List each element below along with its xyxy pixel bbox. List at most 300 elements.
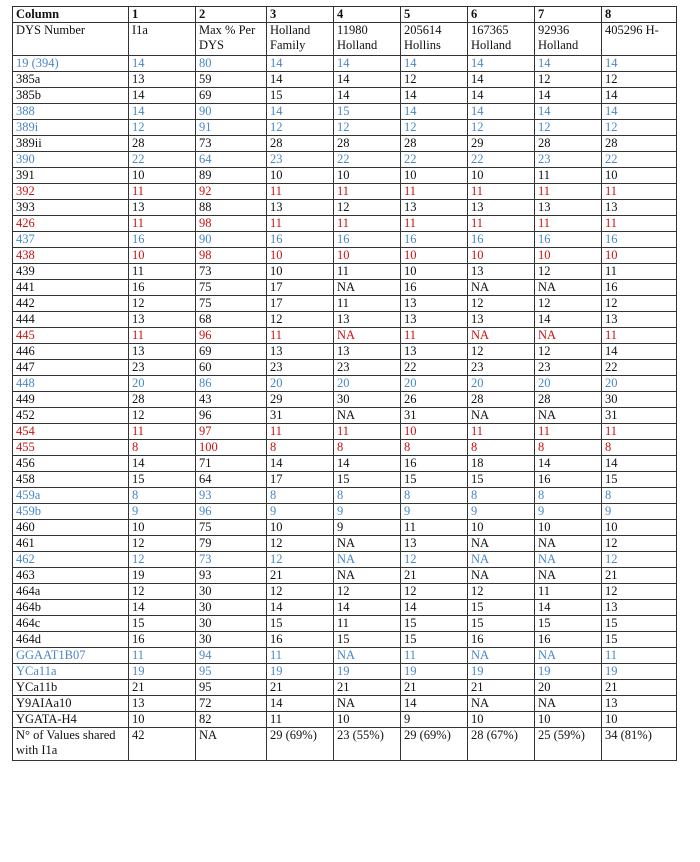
column-name-cell: I1a bbox=[129, 23, 196, 56]
value-cell: 13 bbox=[468, 312, 535, 328]
value-cell: 8 bbox=[468, 488, 535, 504]
dys-marker-cell: 459a bbox=[13, 488, 129, 504]
value-cell: 8 bbox=[334, 440, 401, 456]
value-cell: 11 bbox=[468, 424, 535, 440]
column-name-cell: 167365 Holland bbox=[468, 23, 535, 56]
dys-marker-cell: 452 bbox=[13, 408, 129, 424]
value-cell: 13 bbox=[129, 312, 196, 328]
value-cell: 12 bbox=[468, 584, 535, 600]
value-cell: 17 bbox=[267, 296, 334, 312]
value-cell: 59 bbox=[196, 72, 267, 88]
table-row bbox=[13, 408, 677, 424]
value-cell: 8 bbox=[129, 488, 196, 504]
value-cell: 14 bbox=[334, 88, 401, 104]
value-cell: 12 bbox=[401, 120, 468, 136]
value-cell: NA bbox=[468, 568, 535, 584]
column-number-cell: Column bbox=[13, 7, 129, 23]
value-cell: NA bbox=[334, 568, 401, 584]
value-cell: 15 bbox=[267, 88, 334, 104]
dys-marker-cell: Y9AIAa10 bbox=[13, 696, 129, 712]
value-cell: 8 bbox=[468, 440, 535, 456]
table-row bbox=[13, 568, 677, 584]
value-cell: 28 bbox=[468, 392, 535, 408]
value-cell: 98 bbox=[196, 216, 267, 232]
table-row bbox=[13, 392, 677, 408]
table-row bbox=[13, 600, 677, 616]
value-cell: 11 bbox=[401, 184, 468, 200]
value-cell: 21 bbox=[267, 568, 334, 584]
value-cell: NA bbox=[334, 536, 401, 552]
value-cell: 16 bbox=[401, 456, 468, 472]
value-cell: 13 bbox=[401, 296, 468, 312]
value-cell: 13 bbox=[401, 536, 468, 552]
value-cell: 14 bbox=[267, 456, 334, 472]
value-cell: 15 bbox=[468, 600, 535, 616]
value-cell: 13 bbox=[401, 344, 468, 360]
value-cell: 14 bbox=[334, 456, 401, 472]
value-cell: 12 bbox=[129, 120, 196, 136]
table-row bbox=[13, 184, 677, 200]
value-cell: 10 bbox=[535, 520, 602, 536]
dys-marker-cell: 464b bbox=[13, 600, 129, 616]
value-cell: 22 bbox=[129, 152, 196, 168]
value-cell: 14 bbox=[602, 104, 677, 120]
value-cell: 28 bbox=[267, 136, 334, 152]
value-cell: 19 bbox=[129, 664, 196, 680]
value-cell: 71 bbox=[196, 456, 267, 472]
value-cell: 16 bbox=[468, 632, 535, 648]
value-cell: 8 bbox=[602, 488, 677, 504]
shared-values-cell: 34 (81%) bbox=[602, 728, 677, 761]
value-cell: 16 bbox=[334, 232, 401, 248]
shared-values-cell: NA bbox=[196, 728, 267, 761]
value-cell: 11 bbox=[334, 216, 401, 232]
value-cell: 73 bbox=[196, 136, 267, 152]
value-cell: 28 bbox=[535, 392, 602, 408]
value-cell: 10 bbox=[468, 248, 535, 264]
table-row bbox=[13, 456, 677, 472]
value-cell: 20 bbox=[468, 376, 535, 392]
value-cell: 15 bbox=[468, 472, 535, 488]
value-cell: 12 bbox=[129, 296, 196, 312]
value-cell: 12 bbox=[535, 344, 602, 360]
dys-marker-cell: 444 bbox=[13, 312, 129, 328]
table-row bbox=[13, 344, 677, 360]
value-cell: 17 bbox=[267, 472, 334, 488]
value-cell: 21 bbox=[334, 680, 401, 696]
value-cell: 14 bbox=[129, 456, 196, 472]
column-name-cell: DYS Number bbox=[13, 23, 129, 56]
value-cell: 11 bbox=[267, 712, 334, 728]
value-cell: 11 bbox=[334, 616, 401, 632]
shared-values-cell: 28 (67%) bbox=[468, 728, 535, 761]
dys-marker-cell: 464d bbox=[13, 632, 129, 648]
value-cell: 15 bbox=[602, 472, 677, 488]
value-cell: 16 bbox=[267, 632, 334, 648]
value-cell: 11 bbox=[401, 520, 468, 536]
value-cell: 11 bbox=[602, 184, 677, 200]
value-cell: 10 bbox=[129, 248, 196, 264]
value-cell: 10 bbox=[334, 712, 401, 728]
value-cell: 16 bbox=[535, 632, 602, 648]
value-cell: 11 bbox=[401, 216, 468, 232]
value-cell: 10 bbox=[602, 520, 677, 536]
dys-marker-cell: 461 bbox=[13, 536, 129, 552]
table-row bbox=[13, 472, 677, 488]
value-cell: 95 bbox=[196, 680, 267, 696]
value-cell: 8 bbox=[267, 488, 334, 504]
value-cell: 10 bbox=[334, 168, 401, 184]
value-cell: 10 bbox=[267, 264, 334, 280]
value-cell: 21 bbox=[602, 568, 677, 584]
value-cell: 14 bbox=[267, 72, 334, 88]
value-cell: 91 bbox=[196, 120, 267, 136]
value-cell: 10 bbox=[401, 264, 468, 280]
value-cell: 22 bbox=[401, 152, 468, 168]
dys-marker-cell: 389ii bbox=[13, 136, 129, 152]
dys-marker-cell: 442 bbox=[13, 296, 129, 312]
value-cell: 9 bbox=[401, 712, 468, 728]
table-row bbox=[13, 584, 677, 600]
value-cell: 14 bbox=[468, 104, 535, 120]
value-cell: 13 bbox=[535, 200, 602, 216]
value-cell: 8 bbox=[334, 488, 401, 504]
value-cell: 12 bbox=[129, 584, 196, 600]
shared-values-cell: 29 (69%) bbox=[401, 728, 468, 761]
value-cell: 30 bbox=[196, 584, 267, 600]
table-row bbox=[13, 152, 677, 168]
value-cell: 14 bbox=[334, 56, 401, 72]
value-cell: 11 bbox=[129, 264, 196, 280]
value-cell: 9 bbox=[334, 520, 401, 536]
value-cell: 30 bbox=[196, 616, 267, 632]
value-cell: 12 bbox=[267, 536, 334, 552]
value-cell: 10 bbox=[468, 520, 535, 536]
value-cell: 13 bbox=[129, 200, 196, 216]
value-cell: 12 bbox=[267, 584, 334, 600]
value-cell: 14 bbox=[602, 56, 677, 72]
value-cell: 10 bbox=[129, 520, 196, 536]
table-row bbox=[13, 136, 677, 152]
value-cell: 14 bbox=[129, 88, 196, 104]
value-cell: 12 bbox=[267, 312, 334, 328]
value-cell: NA bbox=[468, 408, 535, 424]
value-cell: 13 bbox=[267, 344, 334, 360]
value-cell: 12 bbox=[129, 408, 196, 424]
dys-marker-cell: 454 bbox=[13, 424, 129, 440]
value-cell: 11 bbox=[602, 264, 677, 280]
value-cell: 31 bbox=[602, 408, 677, 424]
value-cell: 8 bbox=[129, 440, 196, 456]
value-cell: 23 bbox=[267, 152, 334, 168]
dys-marker-cell: 19 (394) bbox=[13, 56, 129, 72]
value-cell: 11 bbox=[468, 216, 535, 232]
value-cell: 11 bbox=[535, 168, 602, 184]
value-cell: 30 bbox=[334, 392, 401, 408]
value-cell: 11 bbox=[602, 424, 677, 440]
dys-marker-cell: 437 bbox=[13, 232, 129, 248]
value-cell: 13 bbox=[468, 200, 535, 216]
table-row bbox=[13, 232, 677, 248]
value-cell: NA bbox=[334, 696, 401, 712]
dys-marker-cell: 441 bbox=[13, 280, 129, 296]
value-cell: 31 bbox=[267, 408, 334, 424]
value-cell: 15 bbox=[334, 632, 401, 648]
table-row bbox=[13, 440, 677, 456]
value-cell: 15 bbox=[267, 616, 334, 632]
value-cell: NA bbox=[535, 568, 602, 584]
dys-marker-cell: 463 bbox=[13, 568, 129, 584]
value-cell: 10 bbox=[535, 248, 602, 264]
column-number-cell: 4 bbox=[334, 7, 401, 23]
value-cell: 16 bbox=[401, 280, 468, 296]
value-cell: 98 bbox=[196, 248, 267, 264]
value-cell: 22 bbox=[334, 152, 401, 168]
value-cell: 13 bbox=[468, 264, 535, 280]
value-cell: 29 bbox=[267, 392, 334, 408]
value-cell: 13 bbox=[602, 600, 677, 616]
dys-marker-cell: 456 bbox=[13, 456, 129, 472]
value-cell: 82 bbox=[196, 712, 267, 728]
value-cell: 15 bbox=[401, 632, 468, 648]
value-cell: 11 bbox=[468, 184, 535, 200]
dys-marker-cell: 455 bbox=[13, 440, 129, 456]
value-cell: 90 bbox=[196, 104, 267, 120]
value-cell: 16 bbox=[602, 232, 677, 248]
shared-values-cell: 25 (59%) bbox=[535, 728, 602, 761]
value-cell: 20 bbox=[602, 376, 677, 392]
value-cell: NA bbox=[334, 552, 401, 568]
value-cell: 28 bbox=[602, 136, 677, 152]
value-cell: 11 bbox=[129, 648, 196, 664]
value-cell: 15 bbox=[401, 472, 468, 488]
value-cell: 12 bbox=[602, 552, 677, 568]
value-cell: 12 bbox=[401, 552, 468, 568]
value-cell: 10 bbox=[535, 712, 602, 728]
value-cell: 12 bbox=[334, 584, 401, 600]
value-cell: 8 bbox=[602, 440, 677, 456]
column-number-cell: 2 bbox=[196, 7, 267, 23]
value-cell: 12 bbox=[602, 536, 677, 552]
value-cell: 21 bbox=[267, 680, 334, 696]
value-cell: 13 bbox=[401, 312, 468, 328]
value-cell: 14 bbox=[401, 696, 468, 712]
value-cell: 22 bbox=[401, 360, 468, 376]
value-cell: 96 bbox=[196, 328, 267, 344]
value-cell: 12 bbox=[468, 344, 535, 360]
dys-marker-cell: 439 bbox=[13, 264, 129, 280]
value-cell: 12 bbox=[401, 72, 468, 88]
value-cell: 28 bbox=[535, 136, 602, 152]
value-cell: 19 bbox=[401, 664, 468, 680]
value-cell: 12 bbox=[401, 584, 468, 600]
value-cell: 11 bbox=[334, 264, 401, 280]
value-cell: 13 bbox=[334, 312, 401, 328]
dys-marker-cell: 462 bbox=[13, 552, 129, 568]
value-cell: 31 bbox=[401, 408, 468, 424]
value-cell: 14 bbox=[401, 600, 468, 616]
table-row bbox=[13, 280, 677, 296]
column-name-cell: 405296 H- bbox=[602, 23, 677, 56]
value-cell: 73 bbox=[196, 264, 267, 280]
shared-values-cell: 23 (55%) bbox=[334, 728, 401, 761]
dys-marker-cell: 448 bbox=[13, 376, 129, 392]
value-cell: 11 bbox=[267, 648, 334, 664]
value-cell: NA bbox=[334, 648, 401, 664]
value-cell: 13 bbox=[334, 344, 401, 360]
value-cell: 80 bbox=[196, 56, 267, 72]
value-cell: 11 bbox=[334, 184, 401, 200]
value-cell: 15 bbox=[401, 616, 468, 632]
value-cell: 10 bbox=[602, 712, 677, 728]
value-cell: NA bbox=[535, 328, 602, 344]
table-row bbox=[13, 312, 677, 328]
value-cell: NA bbox=[468, 648, 535, 664]
value-cell: 14 bbox=[334, 600, 401, 616]
dys-marker-cell: 447 bbox=[13, 360, 129, 376]
dys-marker-cell: 458 bbox=[13, 472, 129, 488]
value-cell: 11 bbox=[602, 328, 677, 344]
value-cell: 11 bbox=[267, 424, 334, 440]
value-cell: 14 bbox=[602, 344, 677, 360]
value-cell: 10 bbox=[334, 248, 401, 264]
value-cell: 29 bbox=[468, 136, 535, 152]
value-cell: 14 bbox=[535, 312, 602, 328]
value-cell: 21 bbox=[401, 568, 468, 584]
value-cell: 8 bbox=[401, 488, 468, 504]
value-cell: 60 bbox=[196, 360, 267, 376]
table-row bbox=[13, 504, 677, 520]
value-cell: 69 bbox=[196, 88, 267, 104]
value-cell: 21 bbox=[129, 680, 196, 696]
dys-marker-cell: 464a bbox=[13, 584, 129, 600]
dys-marker-cell: 449 bbox=[13, 392, 129, 408]
value-cell: 9 bbox=[468, 504, 535, 520]
value-cell: 14 bbox=[602, 88, 677, 104]
value-cell: 10 bbox=[602, 168, 677, 184]
value-cell: 14 bbox=[267, 104, 334, 120]
value-cell: 19 bbox=[535, 664, 602, 680]
value-cell: 10 bbox=[401, 248, 468, 264]
value-cell: 9 bbox=[535, 504, 602, 520]
value-cell: 64 bbox=[196, 472, 267, 488]
value-cell: 13 bbox=[401, 200, 468, 216]
value-cell: 12 bbox=[267, 120, 334, 136]
value-cell: NA bbox=[334, 328, 401, 344]
value-cell: 11 bbox=[535, 216, 602, 232]
dys-marker-cell: 438 bbox=[13, 248, 129, 264]
value-cell: 94 bbox=[196, 648, 267, 664]
value-cell: NA bbox=[535, 536, 602, 552]
value-cell: NA bbox=[334, 280, 401, 296]
value-cell: 11 bbox=[401, 328, 468, 344]
value-cell: 14 bbox=[129, 600, 196, 616]
value-cell: 20 bbox=[267, 376, 334, 392]
value-cell: 12 bbox=[129, 552, 196, 568]
value-cell: 9 bbox=[334, 504, 401, 520]
value-cell: 75 bbox=[196, 520, 267, 536]
value-cell: 13 bbox=[602, 312, 677, 328]
value-cell: 14 bbox=[129, 104, 196, 120]
column-number-cell: 3 bbox=[267, 7, 334, 23]
value-cell: NA bbox=[535, 280, 602, 296]
column-number-cell: 7 bbox=[535, 7, 602, 23]
value-cell: 14 bbox=[602, 456, 677, 472]
column-name-cell: 92936 Holland bbox=[535, 23, 602, 56]
value-cell: 14 bbox=[401, 56, 468, 72]
header-row bbox=[13, 7, 677, 23]
value-cell: 10 bbox=[129, 168, 196, 184]
value-cell: 69 bbox=[196, 344, 267, 360]
table-row bbox=[13, 200, 677, 216]
dys-marker-cell: 426 bbox=[13, 216, 129, 232]
value-cell: 16 bbox=[468, 232, 535, 248]
value-cell: 9 bbox=[602, 504, 677, 520]
value-cell: 93 bbox=[196, 568, 267, 584]
table-row bbox=[13, 104, 677, 120]
dys-marker-cell: 385b bbox=[13, 88, 129, 104]
table-row bbox=[13, 296, 677, 312]
value-cell: 20 bbox=[535, 376, 602, 392]
value-cell: 19 bbox=[602, 664, 677, 680]
value-cell: 16 bbox=[535, 472, 602, 488]
table-row bbox=[13, 72, 677, 88]
value-cell: 12 bbox=[602, 120, 677, 136]
value-cell: 15 bbox=[535, 616, 602, 632]
shared-values-row bbox=[13, 728, 677, 761]
table-row bbox=[13, 696, 677, 712]
value-cell: 11 bbox=[129, 328, 196, 344]
dys-marker-cell: 460 bbox=[13, 520, 129, 536]
value-cell: 14 bbox=[129, 56, 196, 72]
table-row bbox=[13, 536, 677, 552]
value-cell: 10 bbox=[602, 248, 677, 264]
value-cell: 13 bbox=[267, 200, 334, 216]
value-cell: 14 bbox=[468, 72, 535, 88]
value-cell: 12 bbox=[468, 296, 535, 312]
value-cell: 12 bbox=[602, 72, 677, 88]
value-cell: 21 bbox=[468, 680, 535, 696]
value-cell: 22 bbox=[468, 152, 535, 168]
value-cell: 12 bbox=[334, 200, 401, 216]
value-cell: 11 bbox=[602, 648, 677, 664]
value-cell: 30 bbox=[602, 392, 677, 408]
value-cell: 20 bbox=[334, 376, 401, 392]
table-row bbox=[13, 120, 677, 136]
column-number-cell: 5 bbox=[401, 7, 468, 23]
value-cell: 13 bbox=[129, 696, 196, 712]
value-cell: 79 bbox=[196, 536, 267, 552]
value-cell: 11 bbox=[535, 584, 602, 600]
dys-marker-cell: 459b bbox=[13, 504, 129, 520]
value-cell: 10 bbox=[267, 520, 334, 536]
value-cell: NA bbox=[334, 408, 401, 424]
table-row bbox=[13, 712, 677, 728]
table-row bbox=[13, 248, 677, 264]
value-cell: 11 bbox=[129, 184, 196, 200]
dys-marker-cell: 391 bbox=[13, 168, 129, 184]
dys-marker-cell: YGATA-H4 bbox=[13, 712, 129, 728]
dys-marker-cell: 464c bbox=[13, 616, 129, 632]
shared-values-cell: 29 (69%) bbox=[267, 728, 334, 761]
value-cell: 28 bbox=[401, 136, 468, 152]
table-row bbox=[13, 216, 677, 232]
value-cell: 13 bbox=[129, 344, 196, 360]
value-cell: 12 bbox=[535, 296, 602, 312]
value-cell: 95 bbox=[196, 664, 267, 680]
table-row bbox=[13, 424, 677, 440]
value-cell: 8 bbox=[401, 440, 468, 456]
